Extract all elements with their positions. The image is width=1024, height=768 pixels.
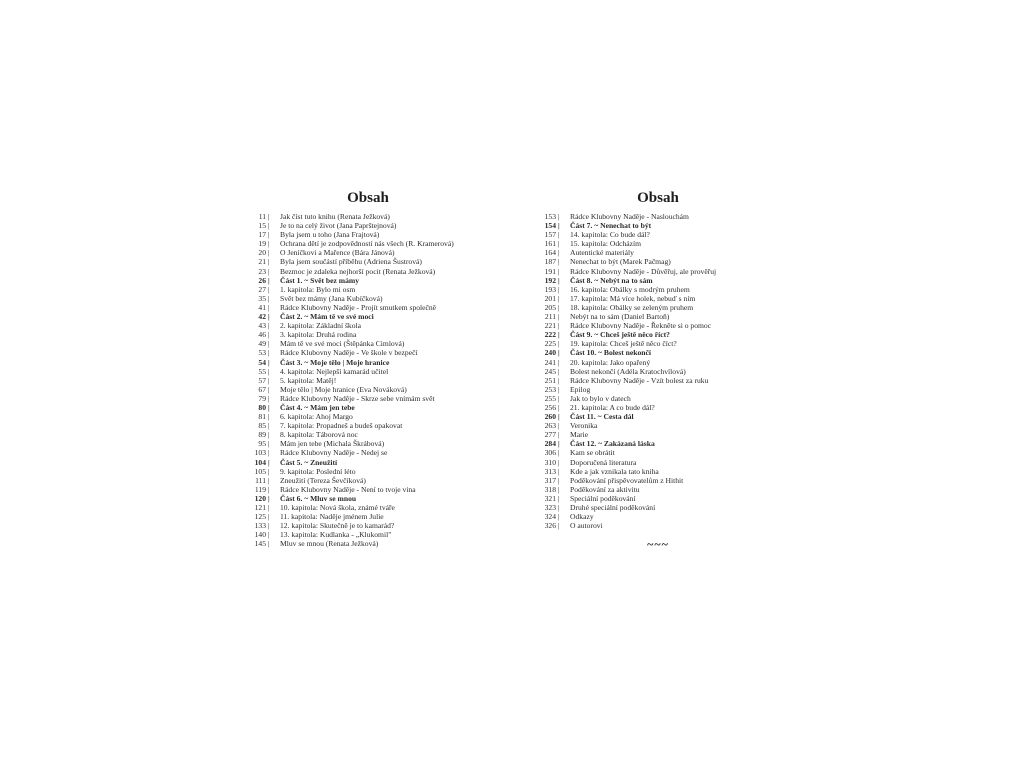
toc-page-number: 26 [258,275,266,285]
toc-separator: | [268,330,270,340]
toc-page-number: 221 [544,321,556,331]
toc-entry-title: Mám jen tebe (Michala Škrábová) [280,439,385,449]
toc-page-number: 241 [544,357,556,367]
toc-separator: | [268,402,270,412]
toc-separator: | [558,230,560,240]
toc-page-number: 55 [258,366,266,376]
toc-entry [248,467,512,476]
toc-separator: | [558,475,560,485]
toc-entry-title: Kam se obrátit [570,448,615,458]
toc-page-number: 80 [258,402,266,412]
toc-page-number: 245 [544,366,556,376]
toc-page-number: 43 [258,321,266,331]
toc-entry-title: Mluv se mnou (Renata Ježková) [280,539,379,549]
toc-page-number: 23 [258,266,266,276]
toc-separator: | [558,493,560,503]
toc-entry [538,230,788,239]
toc-entry [248,485,512,494]
toc-entry [248,248,512,257]
toc-entry [248,521,512,530]
toc-entry [248,512,512,521]
toc-entry-title: 10. kapitola: Nová škola, známé tváře [280,503,395,512]
toc-separator: | [268,457,270,467]
toc-page-number: 255 [544,393,556,403]
toc-page-number: 105 [254,466,266,476]
toc-entry-title: 12. kapitola: Skutečně je to kamarád? [280,521,395,531]
toc-separator: | [268,448,270,458]
toc-separator: | [268,357,270,367]
toc-entry [538,239,788,248]
toc-section-heading [538,412,788,421]
toc-entry [538,394,788,403]
toc-entry [538,467,788,476]
toc-entry-title: Část 8. ~ Nebýt na to sám [570,275,653,285]
toc-page-number: 89 [258,430,266,440]
toc-entry-title: Rádce Klubovny Naděje - Není to tvoje vina [280,484,416,494]
toc-entry-title: 17. kapitola: Má více holek, nebuď s ním [570,293,696,303]
toc-page-number: 154 [544,221,556,231]
toc-separator: | [558,439,560,449]
toc-entry [248,430,512,439]
toc-page-number: 15 [258,221,266,231]
toc-page-number: 125 [254,512,266,522]
toc-entry-title: Část 4. ~ Mám jen tebe [280,402,355,412]
toc-entry [538,358,788,367]
toc-page-number: 164 [544,248,556,258]
toc-page-number: 19 [258,239,266,249]
toc-page-number: 145 [254,539,266,549]
toc-separator: | [558,512,560,522]
toc-entry-title: Bezmoc je zdaleka nejhorší pocit (Renata Ježková) [280,266,436,276]
toc-entry-title: Jak to bylo v datech [570,393,631,403]
toc-entry [538,421,788,430]
toc-section-heading [248,494,512,503]
toc-page-number: 81 [258,412,266,422]
toc-entry [248,448,512,457]
toc-entry-title: Část 2. ~ Mám tě ve své moci [280,312,374,322]
toc-section-heading [248,312,512,321]
toc-entry-title: Poděkování za aktivitu [570,484,640,494]
toc-entry-title: Speciální poděkování [570,493,636,503]
toc-page-number: 157 [544,230,556,240]
toc-entry [248,330,512,339]
toc-separator: | [268,212,270,221]
toc-separator: | [558,521,560,531]
toc-page-number: 323 [544,503,556,512]
toc-entry [538,312,788,321]
toc-entry [538,503,788,512]
toc-entry-title: Svět bez mámy (Jana Kubíčková) [280,293,383,303]
toc-separator: | [558,266,560,276]
toc-list-right [538,212,788,530]
toc-entry-title: Zneužití (Tereza Ševčíková) [280,475,366,485]
toc-entry [248,348,512,357]
toc-entry-title: Je to na celý život (Jana Paprštejnová) [280,221,397,231]
toc-separator: | [268,339,270,349]
toc-entry [248,394,512,403]
toc-entry [248,294,512,303]
toc-entry [538,294,788,303]
toc-entry [248,476,512,485]
toc-entry [248,267,512,276]
toc-entry-title: 8. kapitola: Táborová noc [280,430,358,440]
toc-entry-title: Část 9. ~ Chceš ještě něco říct? [570,330,670,340]
toc-entry-title: Část 11. ~ Cesta dál [570,412,634,422]
ending-ornament: ~~~ [647,537,669,551]
toc-section-heading [248,358,512,367]
toc-page-number: 161 [544,239,556,249]
toc-page-number: 41 [258,302,266,312]
toc-separator: | [558,284,560,294]
toc-page-number: 222 [544,330,556,340]
toc-page-number: 119 [254,484,266,494]
toc-page-number: 27 [258,284,266,294]
toc-separator: | [268,257,270,267]
toc-entry-title: Nenechat to být (Marek Pačmag) [570,257,671,267]
toc-entry-title: Mám tě ve své moci (Štěpánka Cimlová) [280,339,405,349]
toc-entry [248,421,512,430]
toc-page-number: 17 [258,230,266,240]
toc-entry [538,494,788,503]
toc-entry [248,321,512,330]
toc-page-number: 191 [544,266,556,276]
toc-page-number: 260 [544,412,556,422]
toc-entry-title: Rádce Klubovny Naděje - Nedej se [280,448,388,458]
toc-page-number: 211 [544,312,556,322]
toc-entry-title: 9. kapitola: Poslední léto [280,466,356,476]
toc-page-number: 120 [254,493,266,503]
toc-separator: | [268,266,270,276]
toc-separator: | [558,248,560,258]
toc-separator: | [268,512,270,522]
toc-entry [248,303,512,312]
toc-entry [248,339,512,348]
toc-page-number: 11 [258,212,266,221]
toc-entry-title: 3. kapitola: Druhá rodina [280,330,357,340]
toc-page-number: 205 [544,302,556,312]
toc-page-number: 256 [544,402,556,412]
toc-separator: | [268,530,270,540]
toc-separator: | [558,448,560,458]
toc-entry-title: Rádce Klubovny Naděje - Řekněte si o pomoc [570,321,712,331]
toc-entry-title: Část 3. ~ Moje tělo | Moje hranice [280,357,390,367]
toc-section-heading [248,276,512,285]
toc-separator: | [558,275,560,285]
toc-separator: | [268,475,270,485]
toc-section-heading [538,439,788,448]
toc-separator: | [268,439,270,449]
toc-entry-title: Rádce Klubovny Naděje - Naslouchám [570,212,689,221]
toc-separator: | [558,402,560,412]
toc-entry-title: Autentické materiály [570,248,634,258]
toc-page-number: 201 [544,293,556,303]
toc-separator: | [268,412,270,422]
toc-entry-title: Moje tělo | Moje hranice (Eva Nováková) [280,384,407,394]
toc-separator: | [268,321,270,331]
toc-entry [538,212,788,221]
toc-page-number: 49 [258,339,266,349]
toc-entry [538,485,788,494]
toc-entry-title: Odkazy [570,512,594,522]
toc-entry-title: Veronika [570,421,598,431]
toc-separator: | [558,503,560,512]
toc-separator: | [268,275,270,285]
toc-separator: | [268,312,270,322]
toc-entry [248,239,512,248]
toc-page-number: 253 [544,384,556,394]
toc-page-number: 104 [254,457,266,467]
toc-entry-title: 4. kapitola: Nejlepší kamarád učitel [280,366,389,376]
toc-section-heading [538,330,788,339]
toc-entry [248,385,512,394]
toc-entry-title: 20. kapitola: Jako opařený [570,357,651,367]
toc-entry-title: Poděkování přispěvovatelům z Hithit [570,475,684,485]
toc-entry-title: Část 5. ~ Zneužití [280,457,338,467]
toc-entry-title: Jak číst tuto knihu (Renata Ježková) [280,212,390,221]
toc-list-left [248,212,512,548]
toc-separator: | [268,430,270,440]
toc-separator: | [268,393,270,403]
toc-page-number: 310 [544,457,556,467]
toc-entry-title: 2. kapitola: Základní škola [280,321,361,331]
toc-entry-title: 21. kapitola: A co bude dál? [570,402,655,412]
toc-page-number: 46 [258,330,266,340]
toc-page-number: 54 [258,357,266,367]
toc-entry [538,376,788,385]
toc-entry [538,267,788,276]
toc-page-number: 85 [258,421,266,431]
toc-separator: | [558,321,560,331]
toc-entry-title: Doporučená literatura [570,457,637,467]
toc-page-number: 193 [544,284,556,294]
toc-entry-title: Část 10. ~ Bolest nekončí [570,348,651,358]
toc-entry-title: Epilog [570,384,591,394]
toc-page-number: 67 [258,384,266,394]
toc-page-number: 321 [544,493,556,503]
toc-separator: | [558,484,560,494]
toc-entry-title: Část 1. ~ Svět bez mámy [280,275,360,285]
toc-entry [538,476,788,485]
toc-entry [538,339,788,348]
toc-page-number: 263 [544,421,556,431]
toc-entry-title: O autorovi [570,521,603,531]
toc-separator: | [558,293,560,303]
toc-page-number: 153 [544,212,556,221]
toc-entry-title: Kde a jak vznikala tato kniha [570,466,659,476]
toc-title-left: Obsah [347,190,389,206]
toc-page-number: 313 [544,466,556,476]
toc-entry [248,212,512,221]
toc-separator: | [268,375,270,385]
toc-separator: | [558,257,560,267]
toc-separator: | [268,348,270,358]
toc-separator: | [558,302,560,312]
toc-entry-title: Druhé speciální poděkování [570,503,656,512]
toc-entry [248,376,512,385]
toc-page-number: 284 [544,439,556,449]
toc-entry-title: Část 6. ~ Mluv se mnou [280,493,357,503]
toc-entry-title: 14. kapitola: Co bude dál? [570,230,650,240]
toc-entry-title: 19. kapitola: Chceš ještě něco číct? [570,339,677,349]
toc-page-number: 20 [258,248,266,258]
toc-entry [538,448,788,457]
toc-section-heading [248,458,512,467]
toc-separator: | [558,375,560,385]
toc-section-heading [538,348,788,357]
toc-entry-title: Rádce Klubovny Naděje - Projít smutkem společně [280,302,437,312]
toc-entry [248,221,512,230]
toc-entry-title: 7. kapitola: Propadneš a budeš opakovat [280,421,403,431]
toc-separator: | [268,248,270,258]
toc-entry-title: 13. kapitola: Kudlanka - „Klukomil" [280,530,392,540]
toc-page-number: 187 [544,257,556,267]
toc-page-number: 35 [258,293,266,303]
toc-entry [248,412,512,421]
toc-entry-title: 5. kapitola: Matěj! [280,375,337,385]
toc-entry [538,430,788,439]
toc-page-number: 21 [258,257,266,267]
toc-entry [538,321,788,330]
toc-entry [538,248,788,257]
toc-entry-title: Část 12. ~ Zakázaná láska [570,439,655,449]
toc-page-number: 140 [254,530,266,540]
toc-separator: | [558,348,560,358]
toc-section-heading [248,403,512,412]
toc-separator: | [268,366,270,376]
toc-entry [538,512,788,521]
toc-page-number: 225 [544,339,556,349]
toc-entry [248,257,512,266]
toc-entry-title: Bolest nekončí (Adéla Kratochvílová) [570,366,686,376]
toc-separator: | [268,230,270,240]
toc-separator: | [268,484,270,494]
toc-separator: | [558,421,560,431]
toc-page-number: 57 [258,375,266,385]
toc-separator: | [268,503,270,512]
toc-separator: | [558,239,560,249]
toc-entry [248,503,512,512]
toc-page-number: 121 [254,503,266,512]
toc-entry [248,230,512,239]
toc-separator: | [268,539,270,549]
toc-separator: | [268,239,270,249]
toc-entry-title: Rádce Klubovny Naděje - Vzít bolest za ruku [570,375,709,385]
toc-entry-title: 15. kapitola: Odcházím [570,239,642,249]
toc-separator: | [558,312,560,322]
toc-page-number: 95 [258,439,266,449]
toc-separator: | [558,412,560,422]
toc-entry-title: O Jeníčkovi a Mařence (Bára Jánová) [280,248,395,258]
toc-separator: | [558,430,560,440]
toc-entry [248,539,512,548]
toc-separator: | [268,221,270,231]
toc-page-number: 53 [258,348,266,358]
toc-entry-title: Byla jsem součástí příběhu (Adriena Šustrová) [280,257,422,267]
toc-separator: | [558,466,560,476]
toc-separator: | [558,393,560,403]
toc-page-number: 251 [544,375,556,385]
toc-entry [248,530,512,539]
toc-separator: | [268,421,270,431]
toc-separator: | [558,212,560,221]
toc-entry [248,285,512,294]
toc-page-number: 133 [254,521,266,531]
toc-separator: | [268,521,270,531]
toc-entry-title: Část 7. ~ Nenechat to být [570,221,652,231]
toc-entry-title: Rádce Klubovny Naděje - Důvěřuj, ale prověřuj [570,266,717,276]
toc-separator: | [558,366,560,376]
toc-entry-title: Rádce Klubovny Naděje - Ve škole v bezpečí [280,348,418,358]
toc-entry [538,458,788,467]
toc-section-heading [538,221,788,230]
toc-entry-title: Marie [570,430,589,440]
toc-page-number: 317 [544,475,556,485]
toc-entry [538,521,788,530]
toc-title-right: Obsah [637,190,679,206]
toc-entry [538,285,788,294]
toc-separator: | [268,284,270,294]
toc-page-number: 240 [544,348,556,358]
toc-entry-title: 6. kapitola: Ahoj Margo [280,412,353,422]
toc-entry [248,367,512,376]
toc-entry [248,439,512,448]
toc-page-number: 326 [544,521,556,531]
toc-page-number: 324 [544,512,556,522]
toc-entry-title: 16. kapitola: Obálky s modrým pruhem [570,284,690,294]
toc-separator: | [558,339,560,349]
toc-section-heading [538,276,788,285]
toc-entry-title: 1. kapitola: Bylo mi osm [280,284,356,294]
toc-entry-title: Nebýt na to sám (Daniel Bartoň) [570,312,670,322]
toc-separator: | [558,357,560,367]
toc-separator: | [268,466,270,476]
toc-entry [538,385,788,394]
toc-page-number: 306 [544,448,556,458]
toc-entry-title: 18. kapitola: Obálky se zeleným pruhem [570,302,694,312]
toc-page-number: 103 [254,448,266,458]
toc-entry [538,257,788,266]
toc-entry-title: Byla jsem u toho (Jana Frajtová) [280,230,380,240]
toc-separator: | [558,330,560,340]
toc-separator: | [268,493,270,503]
toc-entry [538,303,788,312]
toc-entry-title: Rádce Klubovny Naděje - Skrze sebe vnímám svět [280,393,435,403]
toc-separator: | [268,302,270,312]
toc-entry-title: Ochrana dětí je zodpovědností nás všech (R. Kramerová) [280,239,454,249]
toc-page-number: 111 [255,475,266,485]
toc-separator: | [558,457,560,467]
toc-page-number: 42 [258,312,266,322]
toc-page-number: 318 [544,484,556,494]
toc-page-number: 79 [258,393,266,403]
toc-separator: | [268,384,270,394]
toc-separator: | [268,293,270,303]
toc-entry [538,403,788,412]
toc-page-number: 192 [544,275,556,285]
toc-entry-title: 11. kapitola: Naděje jménem Julie [280,512,384,522]
toc-entry [538,367,788,376]
toc-page-number: 277 [544,430,556,440]
toc-separator: | [558,221,560,231]
toc-separator: | [558,384,560,394]
